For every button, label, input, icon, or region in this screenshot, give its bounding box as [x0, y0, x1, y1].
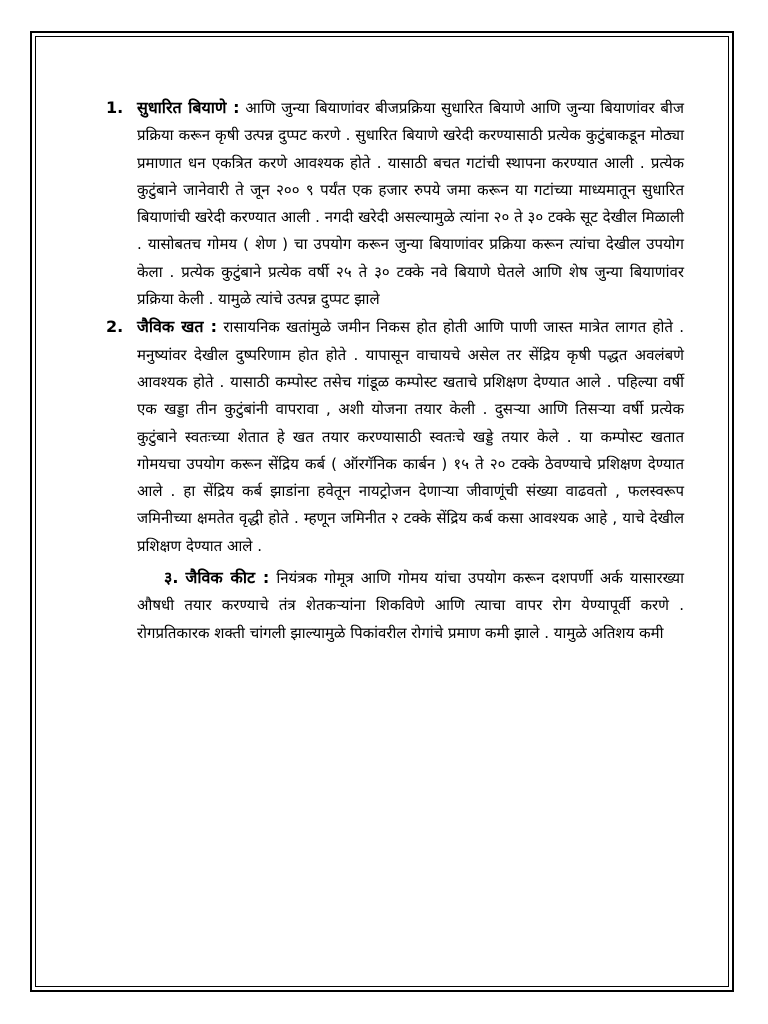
section-heading: जैविक कीट : — [185, 568, 270, 588]
section-number: 2. — [106, 317, 124, 337]
section-body: नियंत्रक गोमूत्र आणि गोमय यांचा उपयोग करून दशपर्णी अर्क यासारख्या औषधी तयार करण्याचे तंत्र शेतकऱ्यांना शिकविणे आणि त्याचा वापर रोग येण्यापूर्वी करणे . रोगप्रतिकारक शक्ती चांगली झाल्यामुळे पिकांवरील रोगांचे प्रमाण कमी झाले . यामुळे अतिशय कमी — [137, 569, 684, 642]
document-body — [106, 94, 684, 647]
section-paragraph — [137, 564, 684, 647]
section-heading: जैविक खत : — [137, 317, 218, 337]
section-improved-seeds — [106, 94, 684, 313]
section-heading: सुधारित बियाणे : — [137, 98, 240, 117]
section-body: रासायनिक खतांमुळे जमीन निकस होत होती आणि पाणी जास्त मात्रेत लागत होते . मनुष्यांवर देखील दुष्परिणाम होत होते . यापासून वाचायचे असेल तर सेंद्रिय कृषी पद्धत अवलंबणे आवश्यक होते . यासाठी कम्पोस्ट तसेच गांडूळ कम्पोस्ट खताचे प्रशिक्षण देण्यात आले . पहिल्या वर्षी एक खड्डा तीन कुटुंबांनी वापरावा , अशी योजना तयार केली . दुसऱ्या आणि तिसऱ्या वर्षी प्रत्येक कुटुंबाने स्वतःच्या शेतात हे खत तयार करण्यासाठी स्वतःचे खड्डे तयार केले . या कम्पोस्ट खतात गोमयचा उपयोग करून सेंद्रिय कर्ब ( ऑरगॅनिक कार्बन ) १५ ते २० टक्के ठेवण्याचे प्रशिक्षण देण्यात आले . हा सेंद्रिय कर्ब झाडांना हवेतून नायट्रोजन देणाऱ्या जीवाणूंची संख्या वाढवतो , फलस्वरूप जमिनीच्या क्षमतेत वृद्धी होते . म्हणून जमिनीत २ टक्के सेंद्रिय कर्ब कसा आवश्यक आहे , याचे देखील प्रशिक्षण देण्यात आले . — [137, 318, 684, 555]
section-number: ३. — [164, 568, 179, 588]
section-organic-pest-control — [110, 564, 684, 647]
section-number: 1. — [106, 98, 124, 117]
section-organic-manure — [106, 313, 684, 560]
section-body: आणि जुन्या बियाणांवर बीजप्रक्रिया सुधारित बियाणे आणि जुन्या बियाणांवर बीज प्रक्रिया करून कृषी उत्पन्न दुप्पट करणे . सुधारित बियाणे खरेदी करण्यासाठी प्रत्येक कुटुंबाकडून मोठ्या प्रमाणात धन एकत्रित करणे आवश्यक होते . यासाठी बचत गटांची स्थापना करण्यात आली . प्रत्येक कुटुंबाने जानेवारी ते जून २०० ९ पर्यंत एक हजार रुपये जमा करून या गटांच्या माध्यमातून सुधारित बियाणांची खरेदी करण्यात आली . नगदी खरेदी असल्यामुळे त्यांना २० ते ३० टक्के सूट देखील मिळाली . यासोबतच गोमय ( शेण ) चा उपयोग करून जुन्या बियाणांवर प्रक्रिया करून त्यांचा देखील उपयोग केला . प्रत्येक कुटुंबाने प्रत्येक वर्षी २५ ते ३० टक्के नवे बियाणे घेतले आणि शेष जुन्या बियाणांवर प्रक्रिया केली . यामुळे त्यांचे उत्पन्न दुप्पट झाले — [137, 99, 684, 309]
